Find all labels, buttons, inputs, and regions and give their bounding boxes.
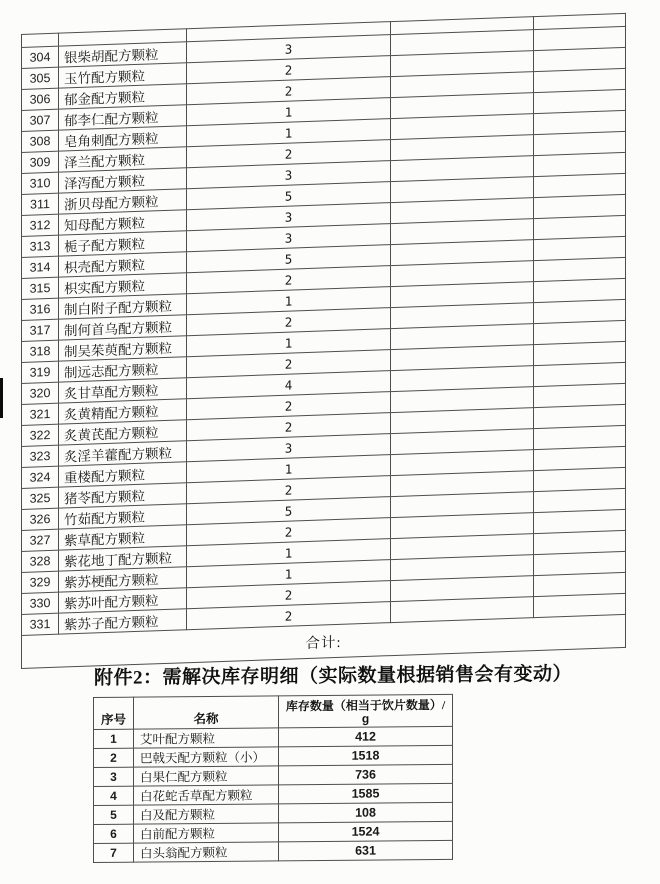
row-number-cell: 327: [22, 529, 59, 551]
quantity-cell: 2: [187, 56, 391, 84]
quantity-cell: 4: [187, 371, 391, 399]
row-number-cell: 325: [22, 487, 59, 509]
row-number-cell: 331: [22, 613, 59, 635]
attachment-title: 附件2：需解决库存明细（实际数量根据销售会有变动）: [94, 663, 573, 689]
quantity-cell: 5: [187, 497, 391, 525]
item-name-cell: 白花蛇舌草配方颗粒: [134, 785, 279, 805]
row-number-cell: 330: [22, 592, 59, 614]
row-number-cell: 313: [22, 235, 59, 257]
quantity-cell: 1: [187, 539, 391, 567]
item-name-cell: 郁李仁配方颗粒: [59, 105, 187, 130]
row-number-cell: 3: [94, 767, 134, 786]
item-name-cell: 泽泻配方颗粒: [59, 168, 187, 193]
quantity-cell: 3: [187, 35, 391, 63]
item-name-cell: 银柴胡配方颗粒: [59, 42, 187, 67]
row-number-cell: 310: [22, 172, 59, 194]
header-qty-line1: 库存数量（相当于饮片数量）/: [285, 697, 446, 714]
item-name-cell: 知母配方颗粒: [59, 210, 187, 235]
row-number-cell: 2: [94, 748, 134, 767]
attachment-2-section: [93, 659, 572, 863]
item-name-cell: 郁金配方颗粒: [59, 84, 187, 109]
row-number-cell: 318: [22, 340, 59, 362]
item-name-cell: 重楼配方颗粒: [59, 462, 187, 487]
row-number-cell: 320: [22, 382, 59, 404]
item-name-cell: 炙淫羊藿配方颗粒: [59, 441, 187, 466]
quantity-cell: 3: [187, 224, 391, 252]
item-name-cell: 紫草配方颗粒: [59, 525, 187, 550]
quantity-cell: 1: [187, 98, 391, 126]
quantity-cell: 2: [187, 308, 391, 336]
item-name-cell: 艾叶配方颗粒: [134, 728, 279, 748]
quantity-cell: 2: [187, 518, 391, 546]
quantity-cell: 1585: [279, 783, 453, 804]
quantity-cell: 1: [187, 329, 391, 357]
main-inventory-table: [21, 13, 626, 669]
row-number-cell: 322: [22, 424, 59, 446]
row-number-cell: 321: [22, 403, 59, 425]
quantity-cell: 2: [187, 350, 391, 378]
quantity-cell: 3: [187, 203, 391, 231]
item-name-cell: 紫花地丁配方颗粒: [59, 546, 187, 571]
item-name-cell: 皂角刺配方颗粒: [59, 126, 187, 151]
attachment-inventory-table: [93, 694, 453, 863]
total-label: 合计:: [22, 614, 626, 668]
quantity-cell: 2: [187, 602, 391, 630]
item-name-cell: 泽兰配方颗粒: [59, 147, 187, 172]
item-name-cell: 紫苏梗配方颗粒: [59, 567, 187, 592]
quantity-cell: 1: [187, 287, 391, 315]
quantity-cell: 2: [187, 392, 391, 420]
row-number-cell: 4: [94, 786, 134, 805]
row-number-cell: 308: [22, 130, 59, 152]
item-name-cell: 炙甘草配方颗粒: [59, 378, 187, 403]
item-name-cell: 玉竹配方颗粒: [59, 63, 187, 88]
table-row: [94, 840, 453, 862]
row-number-cell: 1: [94, 729, 134, 748]
item-name-cell: 枳实配方颗粒: [59, 273, 187, 298]
quantity-cell: 1: [187, 560, 391, 588]
row-number-cell: 326: [22, 508, 59, 530]
row-number-cell: 309: [22, 151, 59, 173]
attachment-table-header: [94, 694, 453, 729]
item-name-cell: 白头翁配方颗粒: [134, 842, 279, 862]
row-number-cell: 6: [94, 824, 134, 843]
row-number-cell: 306: [22, 88, 59, 110]
row-number-cell: 317: [22, 319, 59, 341]
item-name-cell: 浙贝母配方颗粒: [59, 189, 187, 214]
row-number-cell: 328: [22, 550, 59, 572]
item-name-cell: 巴戟天配方颗粒（小）: [134, 747, 279, 767]
header-row: [94, 694, 453, 729]
quantity-cell: 108: [279, 802, 453, 823]
row-number-cell: 5: [94, 805, 134, 824]
quantity-cell: 412: [279, 726, 453, 747]
empty-cell: [22, 33, 59, 47]
quantity-cell: 2: [187, 77, 391, 105]
header-qty-line2: g: [361, 711, 370, 726]
row-number-cell: 324: [22, 466, 59, 488]
quantity-cell: 5: [187, 182, 391, 210]
item-name-cell: 猪苓配方颗粒: [59, 483, 187, 508]
main-inventory-table-body: [22, 13, 626, 635]
main-inventory-table-wrap: [21, 13, 626, 669]
row-number-cell: 307: [22, 109, 59, 131]
quantity-cell: 1: [187, 119, 391, 147]
quantity-cell: 1: [187, 455, 391, 483]
quantity-cell: 736: [279, 764, 453, 785]
quantity-cell: 3: [187, 161, 391, 189]
quantity-cell: 1524: [279, 821, 453, 842]
quantity-cell: 5: [187, 245, 391, 273]
row-number-cell: 316: [22, 298, 59, 320]
item-name-cell: 白果仁配方颗粒: [134, 766, 279, 786]
row-number-cell: 311: [22, 193, 59, 215]
item-name-cell: 栀子配方颗粒: [59, 231, 187, 256]
row-number-cell: 304: [22, 46, 59, 68]
quantity-cell: 2: [187, 476, 391, 504]
header-name: 名称: [134, 696, 279, 729]
item-name-cell: 炙黄芪配方颗粒: [59, 420, 187, 445]
row-number-cell: 305: [22, 67, 59, 89]
quantity-cell: 2: [187, 266, 391, 294]
row-number-cell: 7: [94, 843, 134, 862]
item-name-cell: 紫苏子配方颗粒: [59, 609, 187, 634]
attachment-table-body: [94, 726, 453, 862]
quantity-cell: 631: [279, 840, 453, 861]
quantity-cell: 2: [187, 140, 391, 168]
row-number-cell: 312: [22, 214, 59, 236]
row-number-cell: 319: [22, 361, 59, 383]
item-name-cell: 制何首乌配方颗粒: [59, 315, 187, 340]
row-number-cell: 315: [22, 277, 59, 299]
quantity-cell: 1518: [279, 745, 453, 766]
item-name-cell: 枳壳配方颗粒: [59, 252, 187, 277]
row-number-cell: 329: [22, 571, 59, 593]
quantity-cell: 3: [187, 434, 391, 462]
header-no: 序号: [94, 697, 134, 729]
header-qty: [279, 694, 453, 728]
item-name-cell: 炙黄精配方颗粒: [59, 399, 187, 424]
item-name-cell: 制白附子配方颗粒: [59, 294, 187, 319]
item-name-cell: 竹茹配方颗粒: [59, 504, 187, 529]
quantity-cell: 2: [187, 413, 391, 441]
item-name-cell: 制远志配方颗粒: [59, 357, 187, 382]
item-name-cell: 白及配方颗粒: [134, 804, 279, 824]
quantity-cell: 2: [187, 581, 391, 609]
item-name-cell: 制吴茱萸配方颗粒: [59, 336, 187, 361]
row-number-cell: 314: [22, 256, 59, 278]
item-name-cell: 紫苏叶配方颗粒: [59, 588, 187, 613]
scan-edge-artifact: [0, 378, 3, 418]
row-number-cell: 323: [22, 445, 59, 467]
item-name-cell: 白前配方颗粒: [134, 823, 279, 843]
